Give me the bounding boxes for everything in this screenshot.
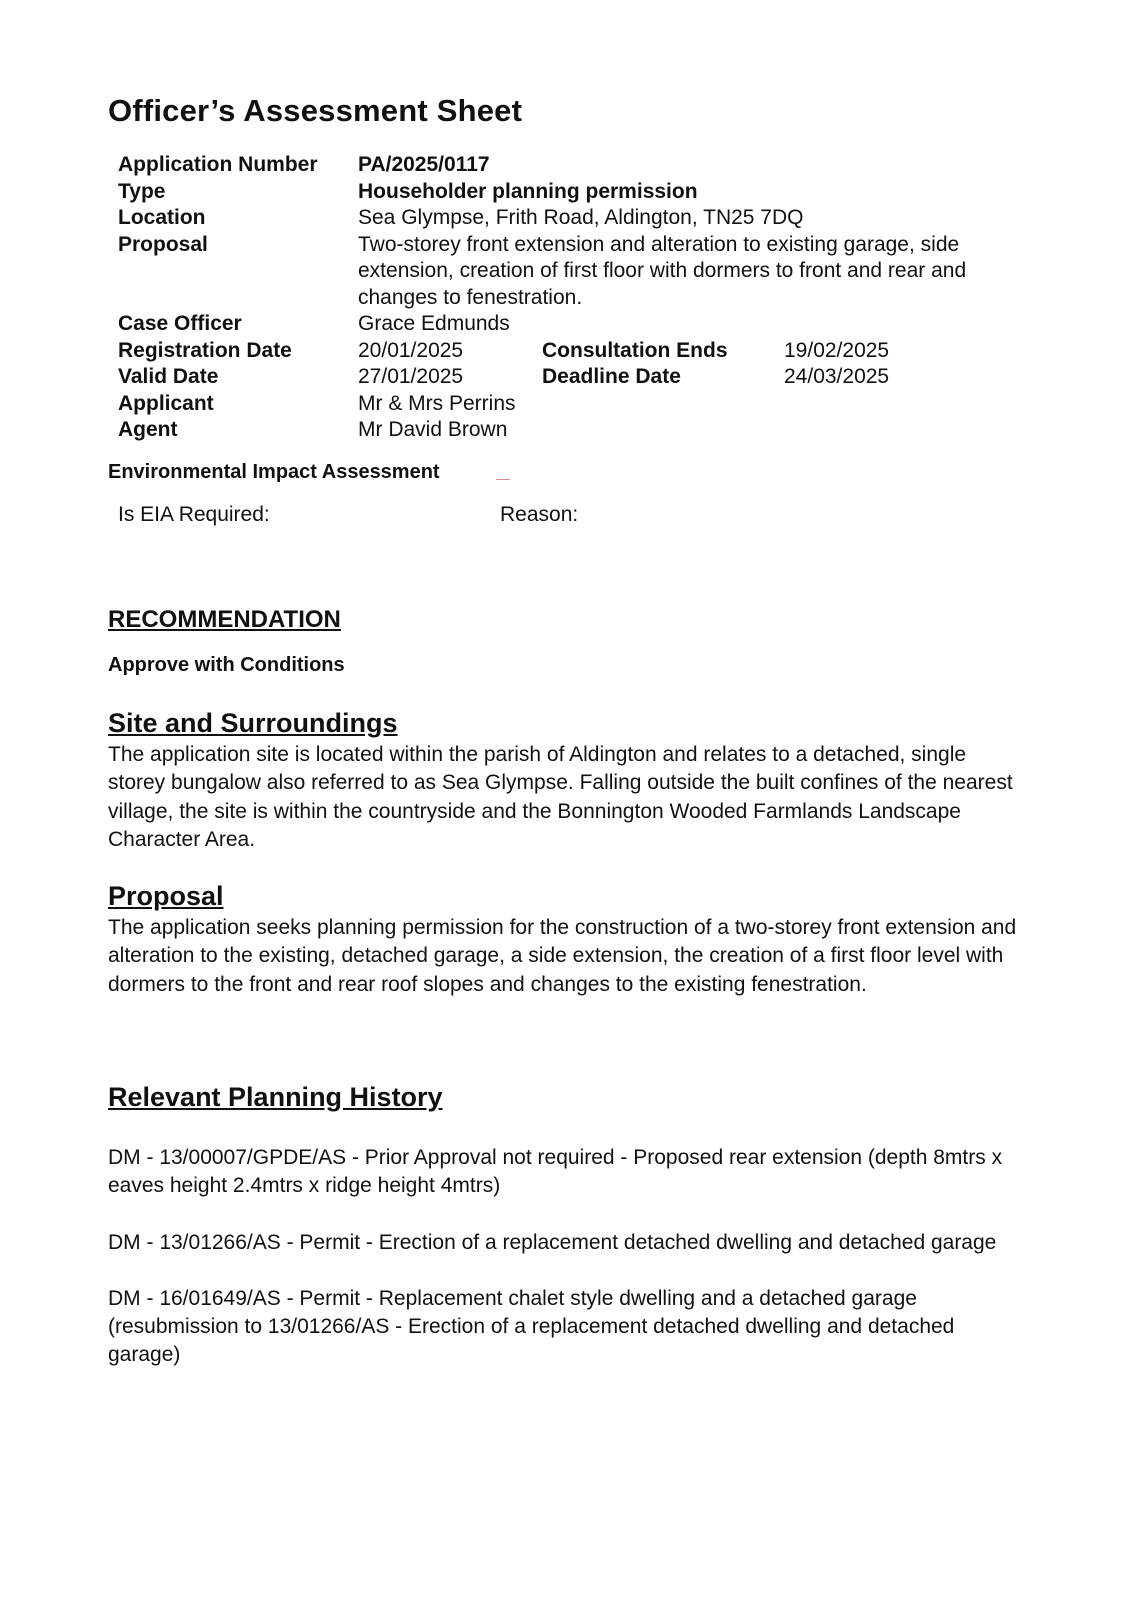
proposal-text: The application seeks planning permission for the construction of a two-storey front extension and alteration to the existing, detached garage, a side extension, the creation of a first floor level with dormers to the front and rear roof slopes and changes to the existing fenestration. — [108, 916, 1017, 996]
registration-date-label: Registration Date — [118, 338, 292, 362]
location-value: Sea Glympse, Frith Road, Aldington, TN25 7DQ — [358, 206, 804, 229]
detail-row-type — [118, 179, 1018, 206]
planning-history-list — [108, 1144, 1028, 1398]
deadline-date-label: Deadline Date — [542, 365, 681, 388]
recommendation-value: Approve with Conditions — [108, 654, 345, 676]
eia-reason-label: Reason: — [500, 503, 579, 526]
valid-date-value: 27/01/2025 — [358, 365, 464, 388]
detail-row-case-officer — [118, 311, 1018, 338]
proposal-heading: Proposal — [108, 881, 224, 911]
location-label: Location — [118, 206, 206, 229]
site-surroundings-heading: Site and Surroundings — [108, 708, 398, 738]
planning-history-heading: Relevant Planning History — [108, 1082, 443, 1112]
detail-row-location — [118, 205, 1018, 232]
application-number-value: PA/2025/0117 — [358, 153, 490, 176]
history-entry: DM - 16/01649/AS - Permit - Replacement chalet style dwelling and a detached garage (resubmission to 13/01266/AS - Erection of a replacement detached dwelling and detached garage) — [108, 1286, 955, 1367]
registration-date-value: 20/01/2025 — [358, 338, 464, 362]
eia-annotation-mark — [496, 479, 510, 480]
history-entry: DM - 13/01266/AS - Permit - Erection of a replacement detached dwelling and detached garage — [108, 1230, 997, 1254]
type-label: Type — [118, 179, 166, 203]
detail-row-agent — [118, 417, 1018, 444]
agent-value: Mr David Brown — [358, 418, 508, 441]
valid-date-label: Valid Date — [118, 365, 219, 388]
site-surroundings-text: The application site is located within the parish of Aldington and relates to a detached, single storey bungalow also referred to as Sea Glympse. Falling outside the built confines of the nearest village, the site is within the countryside and the Bonnington Wooded Farmlands Landscape Character Area. — [108, 743, 1013, 851]
page-title: Officer’s Assessment Sheet — [108, 93, 523, 128]
eia-heading: Environmental Impact Assessment — [108, 461, 440, 483]
proposal-label: Proposal — [118, 232, 208, 256]
recommendation-heading: RECOMMENDATION — [108, 606, 341, 633]
detail-row-valid-date — [118, 364, 1018, 391]
eia-required-label: Is EIA Required: — [118, 503, 270, 526]
case-officer-value: Grace Edmunds — [358, 312, 510, 335]
consultation-ends-value: 19/02/2025 — [784, 338, 890, 362]
detail-row-registration-date — [118, 338, 1018, 365]
case-officer-label: Case Officer — [118, 312, 242, 335]
history-entry: DM - 13/00007/GPDE/AS - Prior Approval not required - Proposed rear extension (depth 8mtrs x eaves height 2.4mtrs x ridge height 4mtrs) — [108, 1146, 1003, 1198]
applicant-value: Mr & Mrs Perrins — [358, 391, 516, 415]
application-details — [118, 152, 1018, 444]
type-value: Householder planning permission — [358, 179, 698, 203]
consultation-ends-label: Consultation Ends — [542, 338, 728, 362]
application-number-label: Application Number — [118, 153, 318, 176]
detail-row-application-number — [118, 152, 1018, 179]
detail-row-applicant — [118, 391, 1018, 418]
agent-label: Agent — [118, 418, 178, 441]
deadline-date-value: 24/03/2025 — [784, 365, 890, 388]
detail-row-proposal — [118, 232, 1018, 312]
applicant-label: Applicant — [118, 391, 214, 415]
proposal-value: Two-storey front extension and alteration to existing garage, side extension, creation of first floor with dormers to front and rear and changes to fenestration. — [358, 232, 967, 309]
